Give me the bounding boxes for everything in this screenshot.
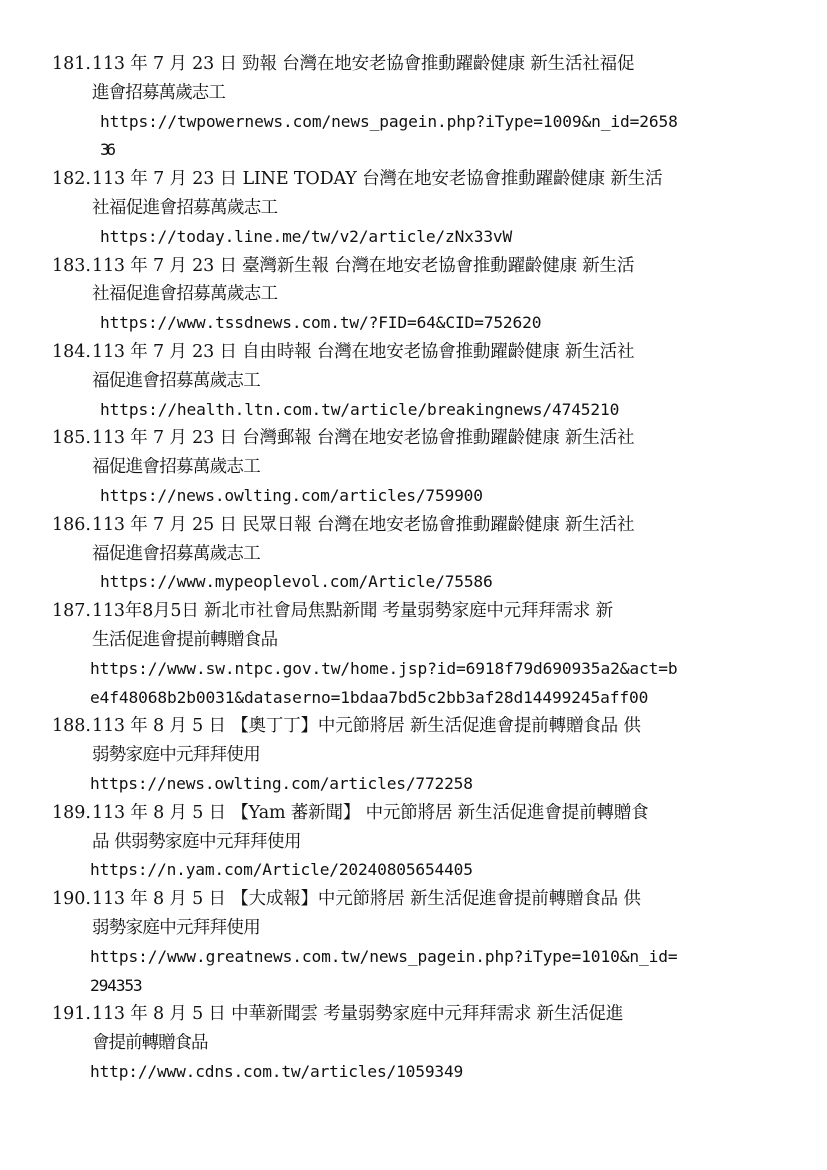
entry-title <box>52 597 782 655</box>
entry-number: 187. <box>52 601 91 622</box>
entry-title <box>52 511 782 569</box>
article-url[interactable]: 294353 <box>90 975 142 995</box>
entry-title <box>52 165 782 223</box>
news-entry <box>52 338 782 424</box>
title-line: 113 年 7 月 23 日 勁報 台灣在地安老協會推動躍齡健康 新生活社福促 <box>92 54 635 74</box>
article-url[interactable]: https://health.ltn.com.tw/article/breakingnews/4745210 <box>100 399 620 419</box>
entry-number: 189. <box>52 802 91 823</box>
entry-title <box>52 799 782 857</box>
article-url[interactable]: https://www.sw.ntpc.gov.tw/home.jsp?id=6918f79d690935a2&act=b <box>90 658 678 678</box>
entry-number: 191. <box>52 1004 91 1025</box>
entry-title <box>52 712 782 770</box>
news-entry <box>52 252 782 338</box>
news-entry <box>52 799 782 885</box>
title-line: 113 年 7 月 23 日 自由時報 台灣在地安老協會推動躍齡健康 新生活社 <box>92 341 635 362</box>
title-line: 113 年 8 月 5 日 【大成報】中元節將居 新生活促進會提前轉贈食品 供 <box>92 889 641 910</box>
entry-title <box>52 338 782 396</box>
title-line: 113 年 7 月 23 日 台灣郵報 台灣在地安老協會推動躍齡健康 新生活社 <box>92 428 635 449</box>
title-line: 社福促進會招募萬歲志工 <box>92 284 278 305</box>
news-entry <box>52 1000 782 1086</box>
entry-number: 190. <box>52 889 91 910</box>
title-line: 福促進會招募萬歲志工 <box>92 543 260 564</box>
news-entry <box>52 50 782 165</box>
entry-title <box>52 50 782 108</box>
entry-number: 182. <box>52 169 91 190</box>
news-list <box>52 50 782 1087</box>
title-line: 113 年 7 月 23 日 LINE TODAY 台灣在地安老協會推動躍齡健康 新生活 <box>92 169 663 190</box>
title-line: 弱勢家庭中元拜拜使用 <box>92 917 260 938</box>
title-line: 福促進會招募萬歲志工 <box>92 370 260 391</box>
article-url[interactable]: https://news.owlting.com/articles/759900 <box>100 485 483 505</box>
article-url[interactable]: 36 <box>100 140 113 160</box>
entry-number: 188. <box>52 716 91 737</box>
entry-number: 184. <box>52 341 91 362</box>
entry-title <box>52 1000 782 1058</box>
article-url[interactable]: https://www.mypeoplevol.com/Article/75586 <box>100 572 493 592</box>
entry-title <box>52 424 782 482</box>
title-line: 品 供弱勢家庭中元拜拜使用 <box>92 831 302 852</box>
article-url[interactable]: https://news.owlting.com/articles/772258 <box>90 773 473 793</box>
article-url[interactable]: http://www.cdns.com.tw/articles/1059349 <box>90 1061 464 1081</box>
title-line: 生活促進會提前轉贈食品 <box>92 629 278 650</box>
title-line: 113 年 8 月 5 日 【Yam 蕃新聞】 中元節將居 新生活促進會提前轉贈食 <box>92 802 649 823</box>
title-line: 弱勢家庭中元拜拜使用 <box>92 745 260 766</box>
title-line: 113年8月5日 新北市社會局焦點新聞 考量弱勢家庭中元拜拜需求 新 <box>92 601 613 622</box>
article-url[interactable]: https://today.line.me/tw/v2/article/zNx33vW <box>100 226 513 246</box>
entry-number: 183. <box>52 255 91 276</box>
article-url[interactable]: https://n.yam.com/Article/20240805654405 <box>90 860 473 880</box>
entry-number: 186. <box>52 514 91 535</box>
news-entry <box>52 424 782 510</box>
news-entry <box>52 165 782 251</box>
news-entry <box>52 712 782 798</box>
title-line: 會提前轉贈食品 <box>92 1033 208 1054</box>
article-url[interactable]: https://www.tssdnews.com.tw/?FID=64&CID=752620 <box>100 313 542 333</box>
news-entry <box>52 511 782 597</box>
news-entry <box>52 597 782 712</box>
article-url[interactable]: e4f48068b2b0031&dataserno=1bdaa7bd5c2bb3af28d14499245aff00 <box>90 687 649 707</box>
title-line: 社福促進會招募萬歲志工 <box>92 197 278 218</box>
title-line: 福促進會招募萬歲志工 <box>92 457 260 478</box>
title-line: 113 年 7 月 23 日 臺灣新生報 台灣在地安老協會推動躍齡健康 新生活 <box>92 255 635 276</box>
news-entry <box>52 885 782 1000</box>
title-line: 113 年 7 月 25 日 民眾日報 台灣在地安老協會推動躍齡健康 新生活社 <box>92 514 635 535</box>
article-url[interactable]: https://www.greatnews.com.tw/news_pagein.php?iType=1010&n_id= <box>90 946 678 966</box>
article-url[interactable]: https://twpowernews.com/news_pagein.php?iType=1009&n_id=2658 <box>100 111 678 131</box>
entry-title <box>52 885 782 943</box>
title-line: 進會招募萬歲志工 <box>92 82 225 103</box>
entry-number: 185. <box>52 428 91 449</box>
title-line: 113 年 8 月 5 日 中華新聞雲 考量弱勢家庭中元拜拜需求 新生活促進 <box>92 1004 624 1025</box>
entry-number: 181. <box>52 54 91 74</box>
title-line: 113 年 8 月 5 日 【奧丁丁】中元節將居 新生活促進會提前轉贈食品 供 <box>92 716 641 737</box>
entry-title <box>52 252 782 310</box>
